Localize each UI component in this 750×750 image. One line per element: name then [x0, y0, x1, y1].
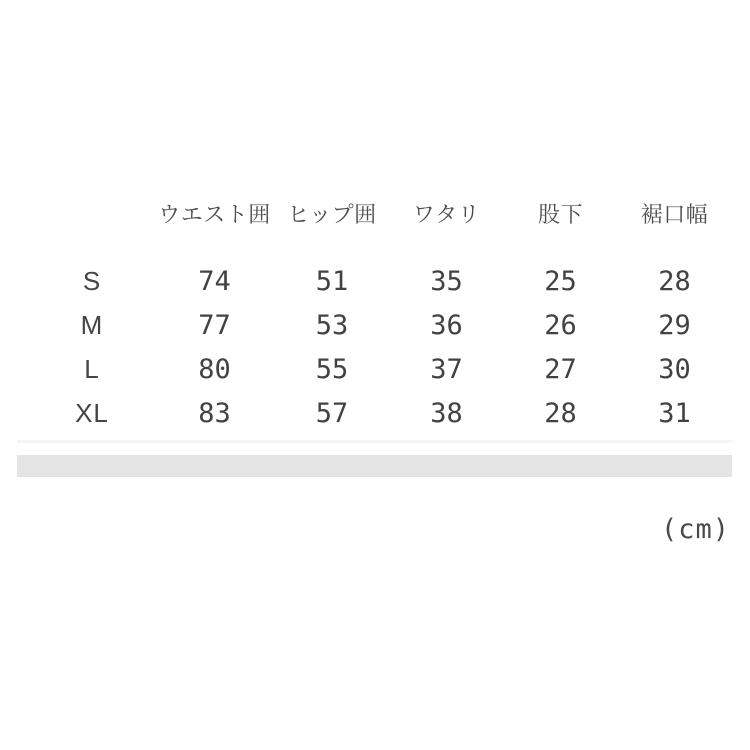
cell-value: 57: [315, 397, 349, 429]
column-header-waist: ウエスト囲: [158, 201, 271, 227]
cell-value: 29: [658, 309, 691, 341]
cell-value: 28: [544, 397, 577, 429]
cell-value: 27: [544, 353, 577, 385]
cell-value: 53: [315, 309, 349, 341]
unit-label: (cm): [660, 514, 730, 545]
cell-value: 30: [658, 353, 691, 385]
divider-bar: [17, 455, 732, 477]
row-size-label: S: [82, 265, 102, 296]
cell-value: 83: [198, 397, 231, 429]
row-size-label: XL: [75, 397, 109, 428]
cell-value: 26: [544, 309, 577, 341]
cell-value: 35: [430, 265, 463, 297]
column-header-thigh: ワタリ: [412, 201, 481, 227]
row-size-label: L: [84, 353, 100, 384]
cell-value: 37: [430, 353, 463, 385]
cell-value: 25: [544, 265, 577, 297]
table-row-s: [30, 259, 732, 303]
row-size-label: M: [80, 309, 104, 340]
cell-value: 55: [315, 353, 349, 385]
column-header-hem: 裾口幅: [640, 201, 709, 227]
cell-value: 28: [658, 265, 691, 297]
cell-value: 36: [430, 309, 463, 341]
table-row-m: [30, 303, 732, 347]
cell-value: 51: [315, 265, 349, 297]
divider-line-faint: [17, 440, 733, 443]
cell-value: 77: [198, 309, 231, 341]
cell-value: 38: [430, 397, 463, 429]
column-header-hip: ヒップ囲: [287, 201, 377, 227]
table-header-row: [30, 191, 732, 235]
cell-value: 80: [198, 353, 231, 385]
corner-cell: [30, 191, 154, 235]
table-row-xl: [30, 391, 732, 435]
size-spec-table: [30, 191, 732, 435]
table-row-l: [30, 347, 732, 391]
cell-value: 74: [198, 265, 231, 297]
cell-value: 31: [658, 397, 691, 429]
column-header-inseam: 股下: [537, 201, 583, 227]
